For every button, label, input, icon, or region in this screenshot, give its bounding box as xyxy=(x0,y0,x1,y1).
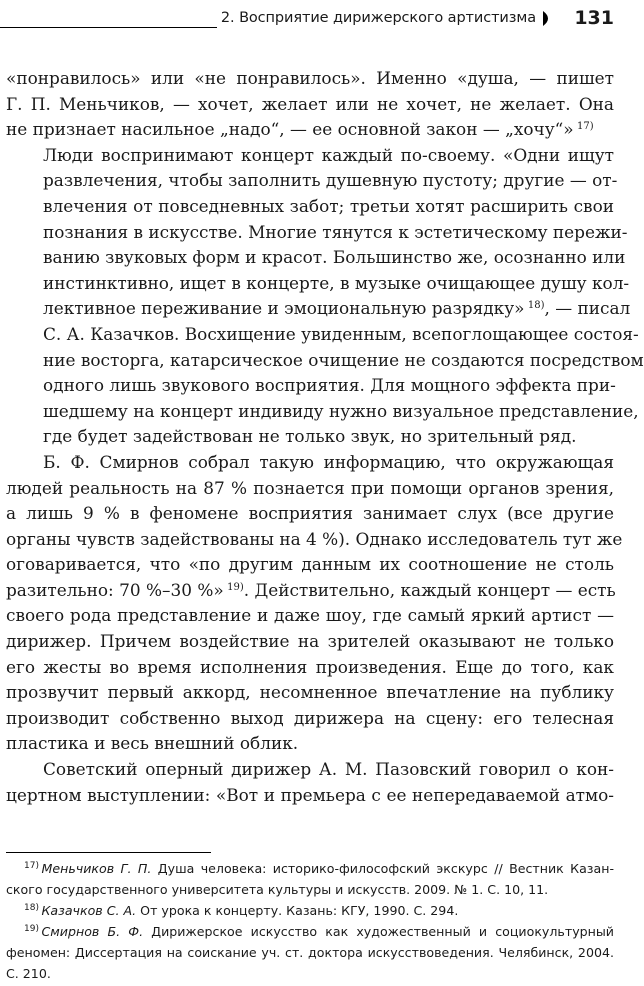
text-line: ние восторга, катарсическое очищение не создаются посредством xyxy=(43,349,644,370)
text-line: разительно: 70 %–30 %» $^{19)}$. Действительно, каждый концерт — есть xyxy=(6,579,616,600)
text-line: одного лишь звукового восприятия. Для мощного эффекта при- xyxy=(43,375,616,396)
text-line: дирижер. Причем воздействие на зрителей оказывают не только xyxy=(6,631,614,652)
paragraph-3 xyxy=(6,450,623,757)
page-number: 131 xyxy=(574,7,614,29)
paragraph-4 xyxy=(6,757,614,808)
text-line: инстинктивно, ищет в концерте, в музыке очищающее душу кол- xyxy=(43,272,630,293)
footnote-19 xyxy=(6,921,614,984)
text-line: производит собственно выход дирижера на сцену: его телесная xyxy=(6,707,614,728)
footnote-line: С. 210. xyxy=(6,966,51,981)
footnote-author: Меньчиков Г. П. xyxy=(41,861,152,876)
text-line: оговаривается, что «по другим данным их соотношение не столь xyxy=(6,554,614,575)
footnotes xyxy=(6,858,614,984)
text-line: прозвучит первый аккорд, несомненное впечатление на публику xyxy=(6,682,614,703)
text-line: ванию звуковых форм и красот. Большинство же, осознанно или xyxy=(43,247,626,268)
paragraph-2 xyxy=(6,143,644,450)
body-text xyxy=(6,66,644,808)
footnote-line: $^{19)}$ Смирнов Б. Ф. Дирижерское искусство как художественный и социокультурный xyxy=(24,924,614,939)
footnote-18 xyxy=(6,900,614,921)
text-line: пластика и весь внешний облик. xyxy=(6,733,299,754)
footnote-17 xyxy=(6,858,614,900)
text-line: цертном выступлении: «Вот и премьера с ее непередаваемой атмо- xyxy=(6,784,614,805)
header-rule xyxy=(0,27,217,28)
text-line: шедшему на концерт индивиду нужно визуальное представление, xyxy=(43,400,639,421)
text-line: познания в искусстве. Многие тянутся к эстетическому пережи- xyxy=(43,221,628,242)
footnote-line: $^{17)}$ Меньчиков Г. П. Душа человека: историко-философский экскурс // Вестник Казан- xyxy=(24,861,614,876)
footnote-line: ского государственного университета культуры и искусств. 2009. № 1. С. 10, 11. xyxy=(6,882,549,897)
text-line: лективное переживание и эмоциональную разрядку» $^{18)}$, — писал xyxy=(43,298,631,319)
text-line: а лишь 9 % в феномене восприятия занимает слух (все другие xyxy=(6,503,614,524)
text-line: Советский оперный дирижер А. М. Пазовский говорил о кон- xyxy=(43,759,614,780)
text-line: людей реальность на 87 % познается при помощи органов зрения, xyxy=(6,477,614,498)
footnote-number: 18) xyxy=(24,903,39,913)
footnote-ref[interactable]: 19) xyxy=(227,581,244,593)
header-marker-icon xyxy=(543,11,553,26)
footnote-author: Смирнов Б. Ф. xyxy=(41,924,144,939)
footnote-line: феномен: Диссертация на соискание уч. ст. доктора искусствоведения. Челябинск, 2004. xyxy=(6,945,614,960)
text-line: органы чувств задействованы на 4 %). Однако исследователь тут же xyxy=(6,528,623,549)
footnote-ref[interactable]: 18) xyxy=(527,300,545,312)
chapter-title: 2. Восприятие дирижерского артистизма xyxy=(220,10,536,26)
text-line: Г. П. Меньчиков, — хочет, желает или не хочет, не желает. Она xyxy=(6,93,614,114)
text-line: Б. Ф. Смирнов собрал такую информацию, что окружающая xyxy=(43,451,614,472)
text-line: С. А. Казачков. Восхищение увиденным, всепоглощающее состоя- xyxy=(43,323,639,344)
text-line: не признает насильное „надо“, — ее основной закон — „хочу“» $^{17)}$ xyxy=(6,119,594,140)
footnote-rule xyxy=(6,852,211,853)
text-line: Люди воспринимают концерт каждый по-своему. «Одни ищут xyxy=(43,144,614,165)
running-header xyxy=(0,6,620,32)
text-line: где будет задействован не только звук, но зрительный ряд. xyxy=(43,426,577,447)
text-line: его жесты во время исполнения произведения. Еще до того, как xyxy=(6,656,614,677)
paragraph-1 xyxy=(6,66,614,143)
footnote-number: 19) xyxy=(24,924,39,934)
text-line: своего рода представление и даже шоу, где самый яркий артист — xyxy=(6,605,614,626)
text-line: «понравилось» или «не понравилось». Именно «душа, — пишет xyxy=(6,68,614,88)
text-line: развлечения, чтобы заполнить душевную пустоту; другие — от- xyxy=(43,170,618,191)
footnote-author: Казачков С. А. xyxy=(41,903,137,918)
footnote-line: $^{18)}$ Казачков С. А. От урока к концерту. Казань: КГУ, 1990. С. 294. xyxy=(24,903,459,918)
footnote-ref[interactable]: 17) xyxy=(577,121,594,133)
text-line: влечения от повседневных забот; третьи хотят расширить свои xyxy=(43,195,614,216)
footnote-number: 17) xyxy=(24,861,39,871)
